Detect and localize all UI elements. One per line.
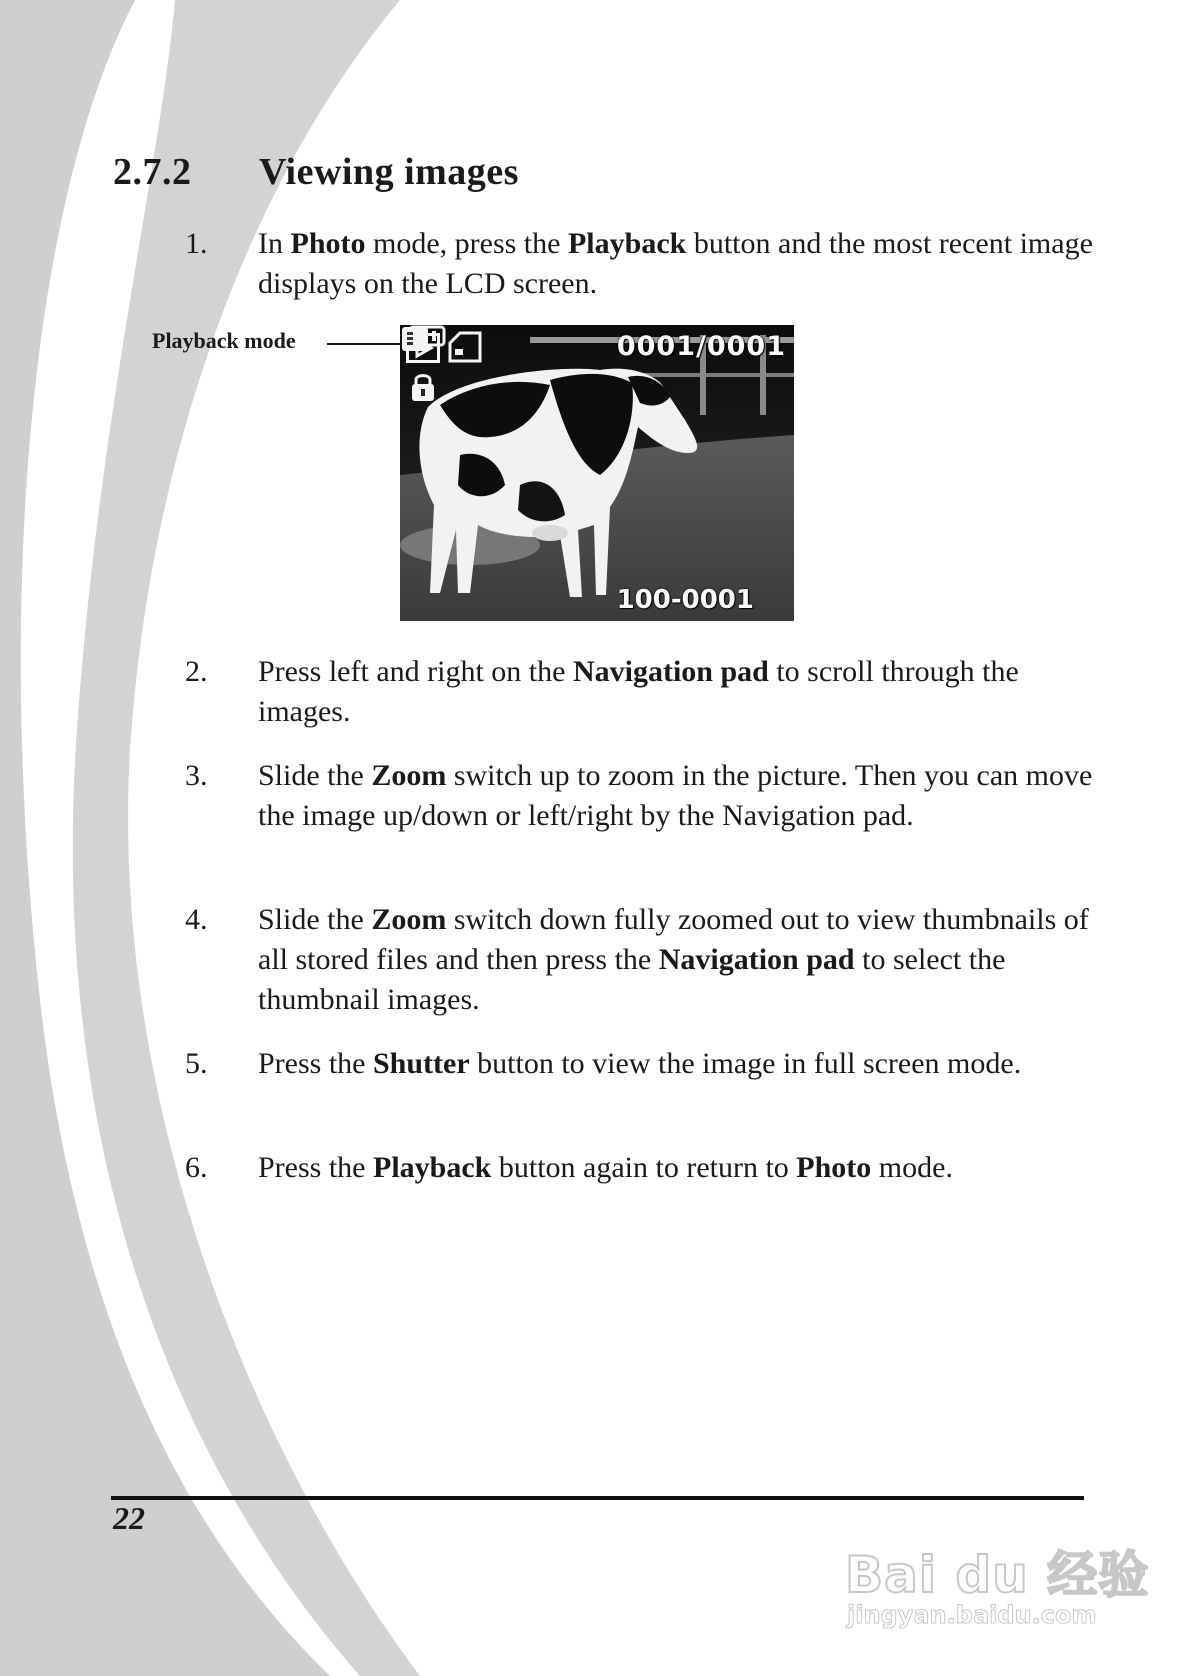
- section-heading: [113, 150, 519, 194]
- watermark-logo-text: Bai du 经验: [845, 1546, 1150, 1604]
- step-number: 5.: [185, 1047, 208, 1080]
- lcd-screenshot: [400, 325, 794, 621]
- bold-term: Navigation pad: [658, 943, 855, 976]
- step-3: [185, 756, 1105, 836]
- step-text: [258, 900, 1105, 1020]
- watermark-url: jingyan.baidu.com: [847, 1601, 1097, 1629]
- text-run: Slide the: [258, 759, 372, 792]
- baidu-watermark: [845, 1525, 1150, 1655]
- text-run: Slide the: [258, 903, 372, 936]
- step-number: 3.: [185, 759, 208, 792]
- step-1: [185, 224, 1105, 304]
- text-run: Press left and right on the: [258, 655, 573, 688]
- text-run: button again to return to: [491, 1151, 797, 1184]
- section-title: Viewing images: [259, 151, 519, 193]
- file-number: 100-0001: [616, 585, 754, 615]
- text-run: switch up to zoom in the picture. Then you can move the image up/down or left/right by the Navigation pad.: [258, 759, 1093, 832]
- lock-icon: [410, 371, 436, 403]
- step-text: [258, 756, 1105, 836]
- step-number: 6.: [185, 1151, 208, 1184]
- step-5: [185, 1044, 1105, 1084]
- text-run: to scroll through the images.: [258, 655, 1019, 728]
- callout-label: Playback mode: [152, 328, 296, 353]
- step-text: [258, 652, 1105, 732]
- bold-term: Shutter: [373, 1047, 470, 1080]
- footer-rule: [111, 1496, 1084, 1500]
- text-run: Press the: [258, 1151, 373, 1184]
- sd-card-icon: [400, 325, 430, 353]
- image-counter: 0001/0001: [616, 331, 786, 362]
- memory-card-icon: [448, 329, 482, 363]
- section-number: 2.7.2: [113, 151, 192, 193]
- step-2: [185, 652, 1105, 732]
- step-4: [185, 900, 1105, 1020]
- bold-term: Playback: [373, 1151, 492, 1184]
- step-text: [258, 1044, 1105, 1084]
- text-run: button to view the image in full screen mode.: [469, 1047, 1022, 1080]
- text-run: mode, press the: [365, 227, 568, 260]
- step-text: [258, 1148, 1105, 1188]
- text-run: In: [258, 227, 291, 260]
- bold-term: Zoom: [371, 903, 447, 936]
- callout-line: [327, 343, 406, 345]
- bold-term: Photo: [290, 227, 366, 260]
- bold-term: Photo: [796, 1151, 872, 1184]
- text-run: switch down fully zoomed out to view thumbnails of all stored files and then press the: [258, 903, 1089, 976]
- page-number: 22: [113, 1500, 145, 1536]
- step-number: 1.: [185, 227, 208, 260]
- text-run: Press the: [258, 1047, 373, 1080]
- bold-term: Navigation pad: [572, 655, 769, 688]
- cow-photo: [400, 325, 794, 621]
- text-run: mode.: [871, 1151, 953, 1184]
- step-6: [185, 1148, 1105, 1188]
- step-text: [258, 224, 1105, 304]
- step-number: 4.: [185, 903, 208, 936]
- bold-term: Playback: [567, 227, 687, 260]
- step-number: 2.: [185, 655, 208, 688]
- text-run: to select the thumbnail images.: [258, 943, 1006, 1016]
- bold-term: Zoom: [371, 759, 447, 792]
- text-run: button and the most recent image displays on the LCD screen.: [258, 227, 1093, 300]
